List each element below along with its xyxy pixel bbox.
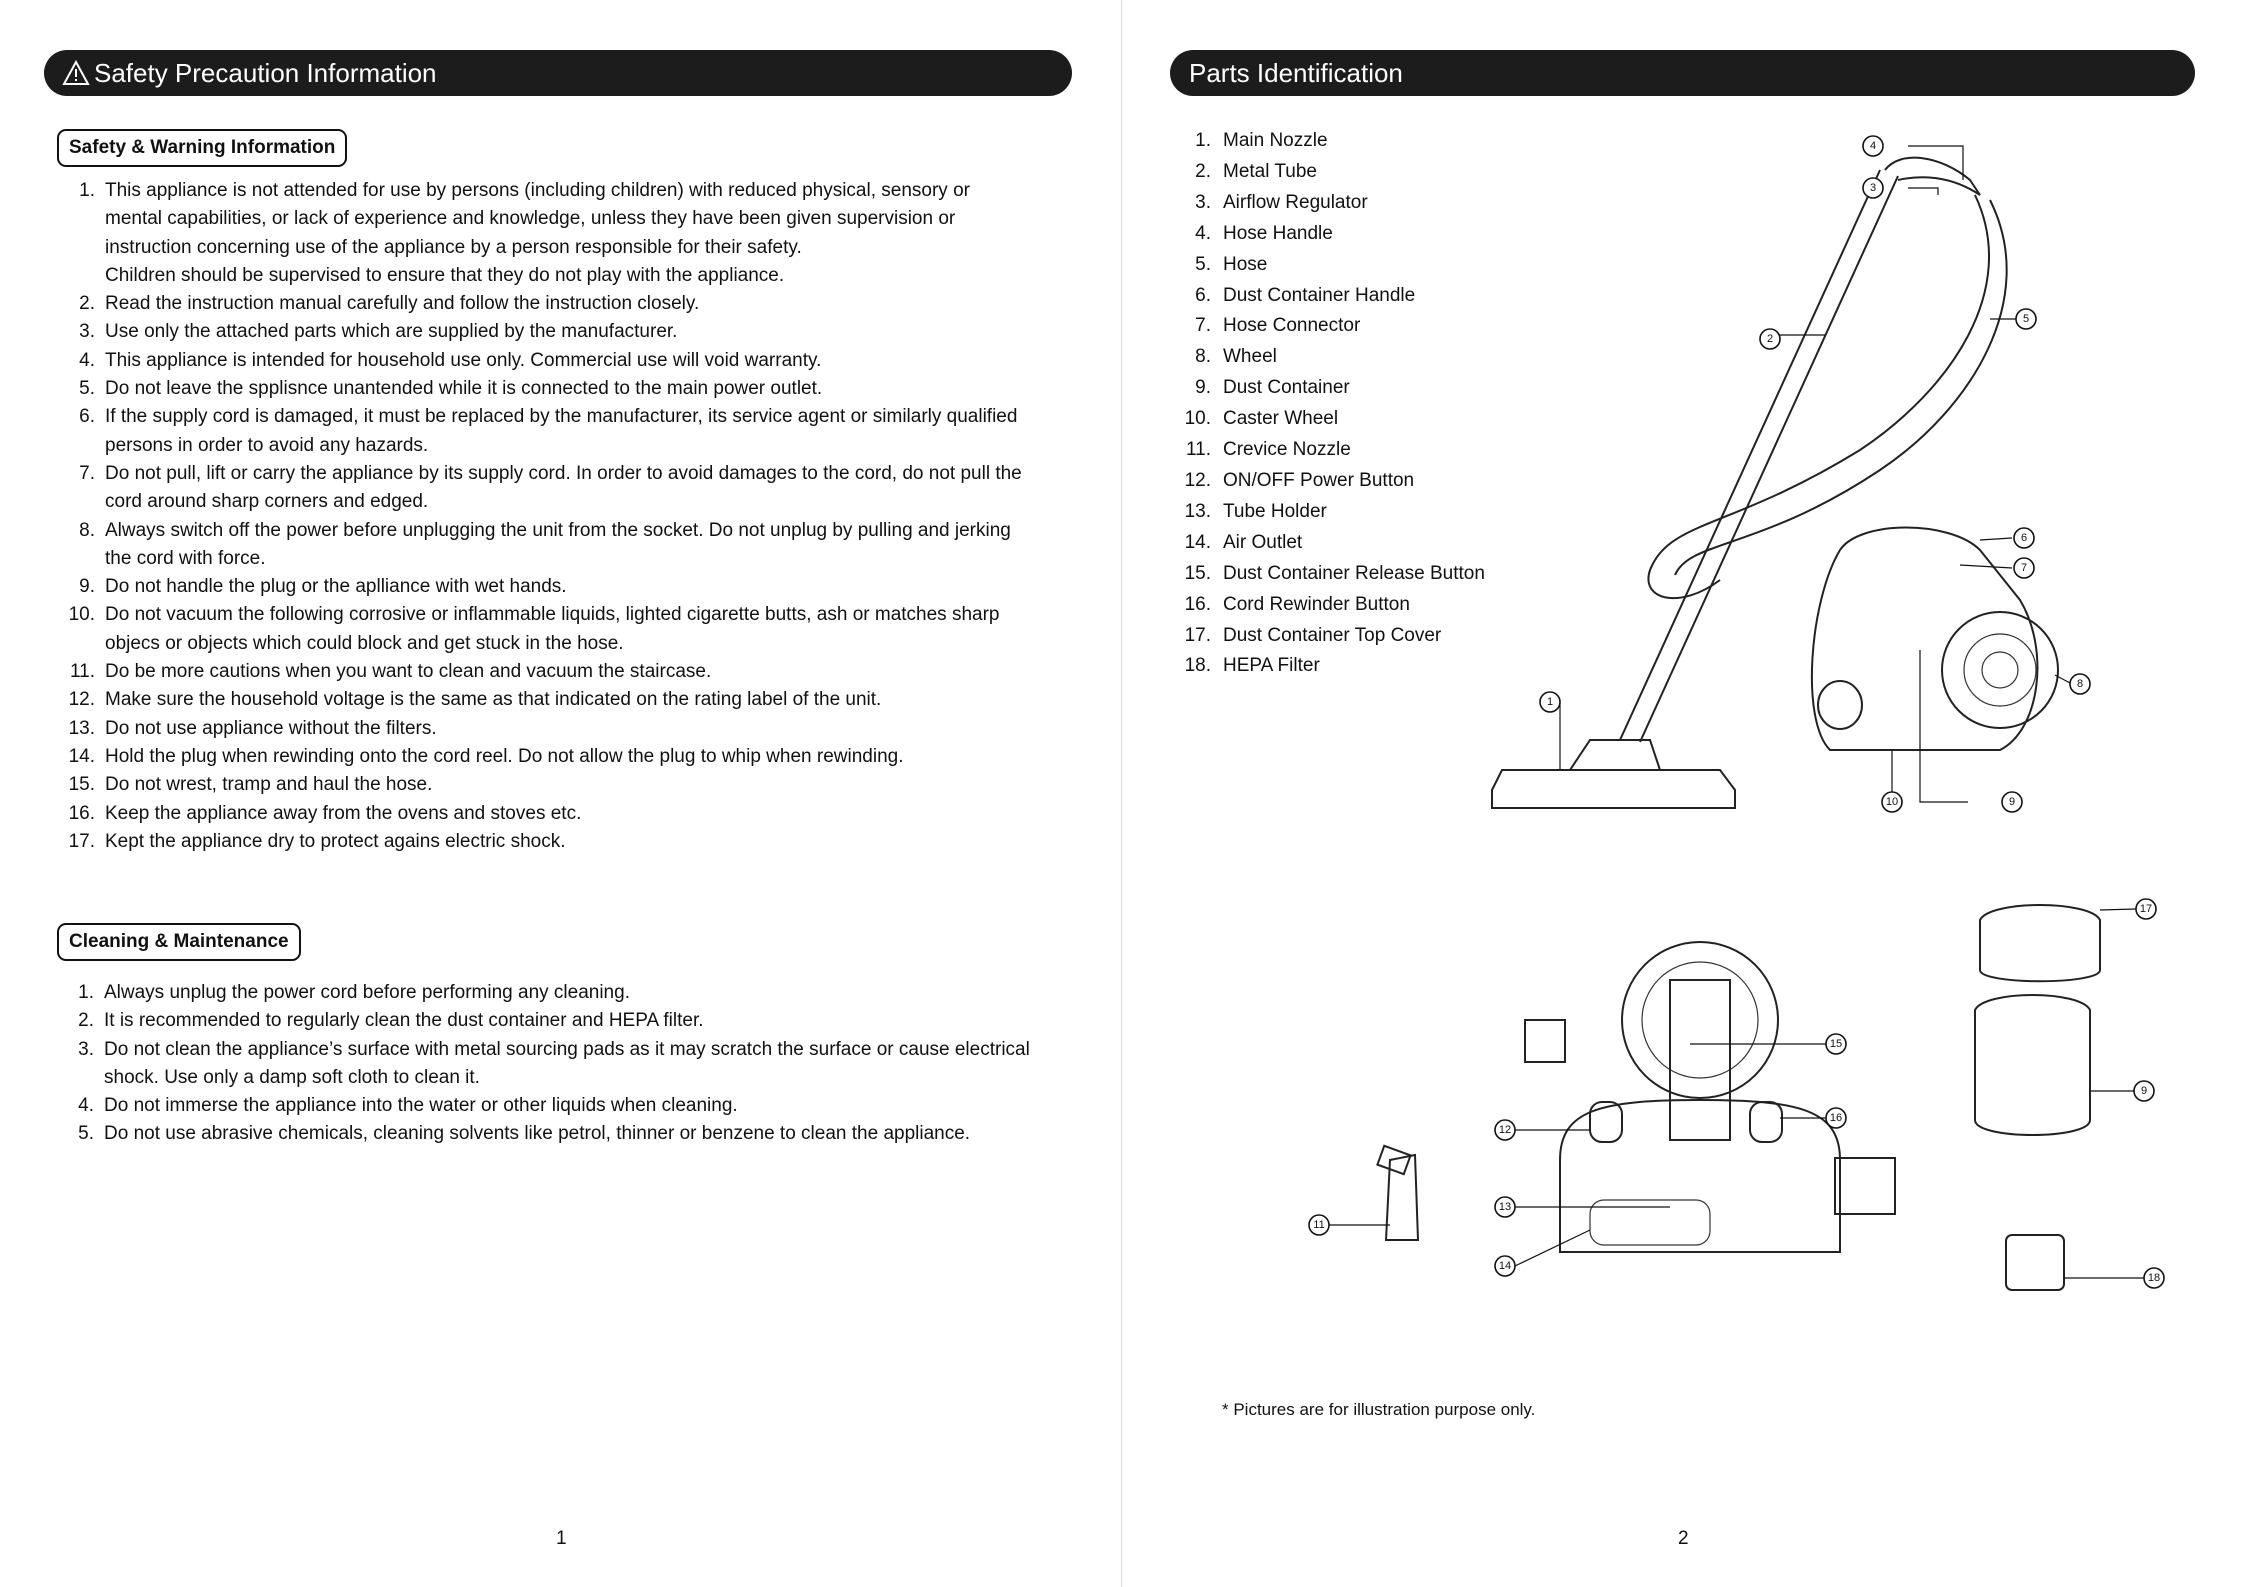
- list-item: [56, 1007, 1086, 1035]
- item-number: 16.: [68, 802, 95, 824]
- safety-precaution-banner: [44, 50, 1072, 96]
- wheel-shape: [1942, 612, 2058, 728]
- item-line: Always switch off the power before unplugging the unit from the socket. Do not unplug by pulling and jerking: [105, 519, 1011, 541]
- body-shape: [1812, 528, 2038, 751]
- item-line: Do not leave the spplisnce unantended while it is connected to the main power outlet.: [105, 378, 823, 400]
- list-item: [57, 517, 1087, 574]
- hose-handle-shape: [1885, 158, 1980, 195]
- callout-18: [2144, 1268, 2164, 1288]
- svg-text:9: 9: [2008, 796, 2016, 808]
- part-name: Wheel: [1223, 346, 1277, 368]
- item-number: 18.: [1184, 655, 1211, 677]
- part-name: Dust Container: [1223, 377, 1350, 399]
- page-number: 1: [556, 1528, 567, 1549]
- item-number: 9.: [79, 576, 95, 598]
- item-text: [105, 403, 1087, 460]
- svg-text:9: 9: [2140, 1085, 2148, 1097]
- svg-text:17: 17: [2139, 903, 2153, 915]
- item-text: [105, 658, 1087, 686]
- item-text: [105, 460, 1087, 517]
- list-item: [57, 601, 1087, 658]
- svg-text:13: 13: [1498, 1201, 1512, 1213]
- item-line: Read the instruction manual carefully and follow the instruction closely.: [105, 293, 700, 315]
- item-line: objecs or objects which could block and get stuck in the hose.: [105, 632, 624, 654]
- tube-holder-shape: [1670, 980, 1730, 1140]
- list-item: [57, 658, 1087, 686]
- callout-9b: [2134, 1081, 2154, 1101]
- crevice-nozzle-shape: [1386, 1155, 1418, 1240]
- svg-text:7: 7: [2020, 562, 2028, 574]
- list-item: [56, 979, 1086, 1007]
- svg-text:8: 8: [2076, 678, 2084, 690]
- top-cover-shape: [1980, 905, 2100, 981]
- item-line: This appliance is not attended for use by persons (including children) with reduced physical, sensory or: [105, 180, 970, 201]
- list-item: [57, 460, 1087, 517]
- item-text: [105, 686, 1087, 714]
- part-name: Hose Handle: [1223, 222, 1333, 244]
- wheel-inner: [1964, 634, 2036, 706]
- item-text: [105, 290, 1087, 318]
- svg-text:11: 11: [1313, 1219, 1325, 1231]
- item-number: 1.: [79, 180, 95, 201]
- item-number: 11.: [69, 661, 95, 683]
- item-number: 16.: [1184, 593, 1211, 615]
- item-line: Do not wrest, tramp and haul the hose.: [105, 774, 433, 796]
- item-number: 10.: [1184, 408, 1211, 430]
- item-line: Do not vacuum the following corrosive or inflammable liquids, lighted cigarette butts, ash or matches sharp: [105, 604, 1000, 626]
- item-line: Do not pull, lift or carry the appliance by its supply cord. In order to avoid damages to the cord, do not pull the: [105, 462, 1022, 484]
- part-name: HEPA Filter: [1223, 655, 1320, 677]
- item-line: mental capabilities, or lack of experience and knowledge, unless they have been given supervision or: [105, 208, 956, 230]
- nozzle-neck-shape: [1570, 740, 1660, 770]
- item-line: instruction concerning use of the appliance by a person responsible for their safety.: [105, 236, 802, 258]
- list-item: [57, 347, 1087, 375]
- svg-text:12: 12: [1498, 1124, 1512, 1136]
- list-item: [57, 177, 1087, 290]
- part-name: Airflow Regulator: [1223, 191, 1368, 213]
- callout-10: [1882, 792, 1902, 812]
- list-item: [57, 800, 1087, 828]
- item-number: 15.: [1184, 562, 1211, 584]
- list-item: [57, 715, 1087, 743]
- callout-15: [1826, 1034, 1846, 1054]
- item-number: 7.: [79, 462, 95, 484]
- item-number: 8.: [79, 519, 95, 541]
- item-number: 14.: [68, 745, 95, 767]
- callout-5: [2016, 309, 2036, 329]
- item-number: 2.: [78, 1010, 94, 1032]
- svg-text:4: 4: [1869, 140, 1877, 152]
- left-page: [0, 0, 1122, 1587]
- item-text: [105, 573, 1087, 601]
- item-text: [104, 1092, 1086, 1120]
- warning-triangle-icon: [62, 60, 90, 86]
- illustration-footnote: * Pictures are for illustration purpose only.: [1222, 1400, 1536, 1419]
- item-number: 4.: [79, 349, 95, 371]
- cleaning-list: [56, 979, 1086, 1149]
- item-text: [104, 1007, 1086, 1035]
- item-line: Make sure the household voltage is the same as that indicated on the rating label of the unit.: [105, 689, 882, 711]
- item-number: 5.: [79, 378, 95, 400]
- item-text: [105, 601, 1087, 658]
- item-line: Do not immerse the appliance into the water or other liquids when cleaning.: [104, 1095, 738, 1117]
- callout-7: [2014, 558, 2034, 578]
- callout-16: [1826, 1108, 1846, 1128]
- hose-shape: [1648, 195, 1989, 598]
- item-text: [105, 517, 1087, 574]
- item-text: [105, 318, 1087, 346]
- callout-8: [2070, 674, 2090, 694]
- list-item: [56, 1120, 1086, 1148]
- item-number: 5.: [1195, 253, 1211, 275]
- rewind-icon-box: [1835, 1158, 1895, 1214]
- item-number: 9.: [1195, 377, 1211, 399]
- item-number: 2.: [79, 293, 95, 315]
- item-line: shock. Use only a damp soft cloth to clean it.: [104, 1066, 480, 1088]
- list-item: [57, 375, 1087, 403]
- safety-warning-heading: Safety & Warning Information: [57, 129, 347, 167]
- list-item: [57, 318, 1087, 346]
- part-name: Air Outlet: [1223, 531, 1303, 553]
- main-nozzle-shape: [1492, 770, 1735, 808]
- safety-list: [57, 177, 1087, 856]
- metal-tube-edge: [1640, 176, 1898, 742]
- callouts-lower: [1309, 899, 2164, 1288]
- item-number: 5.: [78, 1123, 94, 1145]
- item-number: 2.: [1195, 160, 1211, 182]
- item-line: Do be more cautions when you want to clean and vacuum the staircase.: [105, 661, 712, 683]
- item-line: cord around sharp corners and edged.: [105, 491, 429, 513]
- list-item: [57, 743, 1087, 771]
- svg-text:14: 14: [1498, 1260, 1512, 1272]
- list-item: [57, 403, 1087, 460]
- svg-text:16: 16: [1829, 1112, 1843, 1124]
- item-number: 11.: [1185, 439, 1211, 461]
- svg-text:10: 10: [1885, 796, 1899, 808]
- item-number: 13.: [1184, 500, 1211, 522]
- part-name: Crevice Nozzle: [1223, 439, 1351, 461]
- item-line: This appliance is intended for household use only. Commercial use will void warranty.: [105, 349, 822, 371]
- callout-14: [1495, 1256, 1515, 1276]
- list-item: [56, 1036, 1086, 1093]
- item-number: 4.: [78, 1095, 94, 1117]
- part-name: ON/OFF Power Button: [1223, 469, 1415, 491]
- svg-text:1: 1: [1546, 696, 1554, 708]
- callout-12: [1495, 1120, 1515, 1140]
- callout-17: [2136, 899, 2156, 919]
- item-line: Use only the attached parts which are supplied by the manufacturer.: [105, 321, 678, 343]
- safety-banner-title: Safety Precaution Information: [94, 57, 437, 88]
- rewind-button-shape: [1750, 1102, 1782, 1142]
- item-line: Kept the appliance dry to protect agains electric shock.: [105, 830, 566, 852]
- power-icon-box: [1525, 1020, 1565, 1062]
- callout-6: [2014, 528, 2034, 548]
- item-number: 3.: [78, 1038, 94, 1060]
- body-top-shape: [1560, 1100, 1843, 1252]
- item-text: [105, 743, 1087, 771]
- callout-3: [1863, 178, 1883, 198]
- item-line: Keep the appliance away from the ovens and stoves etc.: [105, 802, 582, 824]
- callout-2: [1760, 329, 1780, 349]
- part-name: Dust Container Handle: [1223, 284, 1416, 306]
- item-number: 15.: [68, 774, 95, 796]
- item-number: 7.: [1195, 315, 1211, 337]
- item-number: 14.: [1184, 531, 1211, 553]
- item-text: [104, 979, 1086, 1007]
- item-number: 3.: [1195, 191, 1211, 213]
- callout-9: [2002, 792, 2022, 812]
- item-text: [105, 177, 1087, 290]
- part-name: Caster Wheel: [1223, 408, 1339, 430]
- part-name: Main Nozzle: [1223, 130, 1328, 151]
- item-text: [105, 800, 1087, 828]
- svg-text:2: 2: [1766, 333, 1774, 345]
- container-top-view: [1622, 942, 1778, 1098]
- item-text: [104, 1120, 1086, 1148]
- part-name: Dust Container Release Button: [1223, 562, 1485, 584]
- callout-1: [1540, 692, 1560, 712]
- item-number: 12.: [68, 689, 95, 711]
- item-number: 1.: [1195, 130, 1211, 151]
- part-name: Dust Container Top Cover: [1223, 624, 1442, 646]
- item-line: It is recommended to regularly clean the dust container and HEPA filter.: [104, 1010, 704, 1032]
- callout-11: [1309, 1215, 1329, 1235]
- item-line: Do not clean the appliance’s surface with metal sourcing pads as it may scratch the surface or cause electrical: [104, 1038, 1030, 1060]
- item-line: persons in order to avoid any hazards.: [105, 434, 429, 456]
- item-number: 12.: [1184, 469, 1211, 491]
- item-line: the cord with force.: [105, 547, 266, 569]
- wheel-hub: [1982, 652, 2018, 688]
- svg-text:5: 5: [2022, 313, 2030, 325]
- parts-identification-banner: [1170, 50, 2195, 96]
- list-item: [57, 573, 1087, 601]
- item-number: 4.: [1195, 222, 1211, 244]
- item-text: [105, 375, 1087, 403]
- part-name: Cord Rewinder Button: [1223, 593, 1410, 615]
- part-name: Metal Tube: [1223, 160, 1317, 182]
- list-item: [57, 290, 1087, 318]
- part-name: Hose: [1223, 253, 1268, 275]
- item-number: 6.: [79, 406, 95, 428]
- item-line: Children should be supervised to ensure that they do not play with the appliance.: [105, 264, 785, 286]
- cleaning-maintenance-heading: Cleaning & Maintenance: [57, 923, 301, 961]
- item-number: 1.: [78, 982, 94, 1003]
- svg-text:3: 3: [1869, 182, 1877, 194]
- item-number: 17.: [1184, 624, 1211, 646]
- item-text: [105, 347, 1087, 375]
- item-text: [105, 828, 1087, 856]
- parts-banner-title: Parts Identification: [1189, 57, 1403, 88]
- callout-13: [1495, 1197, 1515, 1217]
- item-text: [105, 771, 1087, 799]
- hepa-filter-shape: [2006, 1235, 2064, 1290]
- item-number: 6.: [1195, 284, 1211, 306]
- callout-4: [1863, 136, 1883, 156]
- svg-text:6: 6: [2020, 532, 2028, 544]
- item-line: If the supply cord is damaged, it must be replaced by the manufacturer, its service agent or similarly qualified: [105, 406, 1018, 428]
- vacuum-cleaner-drawing: [1480, 130, 2120, 830]
- list-item: [57, 686, 1087, 714]
- svg-text:15: 15: [1829, 1038, 1843, 1050]
- list-item: [56, 1092, 1086, 1120]
- item-line: Do not use abrasive chemicals, cleaning solvents like petrol, thinner or benzene to clean the appliance.: [104, 1123, 971, 1145]
- item-number: 17.: [68, 830, 95, 852]
- item-text: [105, 715, 1087, 743]
- page-number: 2: [1678, 1528, 1689, 1549]
- item-number: 8.: [1195, 346, 1211, 368]
- item-number: 3.: [79, 321, 95, 343]
- item-number: 10.: [68, 604, 95, 626]
- parts-detail-drawing: [1300, 870, 2180, 1330]
- item-number: 13.: [68, 717, 95, 739]
- metal-tube-shape: [1620, 170, 1880, 740]
- list-item: [57, 828, 1087, 856]
- caster-shape: [1818, 681, 1862, 729]
- item-line: Always unplug the power cord before performing any cleaning.: [104, 982, 630, 1003]
- item-text: [104, 1036, 1086, 1093]
- list-item: [57, 771, 1087, 799]
- part-name: Tube Holder: [1223, 500, 1327, 522]
- item-line: Do not handle the plug or the aplliance with wet hands.: [105, 576, 567, 598]
- item-line: Do not use appliance without the filters.: [105, 717, 437, 739]
- item-line: Hold the plug when rewinding onto the cord reel. Do not allow the plug to whip when rewinding.: [105, 745, 904, 767]
- svg-text:18: 18: [2147, 1272, 2161, 1284]
- part-name: Hose Connector: [1223, 315, 1361, 337]
- dust-container-shape: [1975, 995, 2090, 1135]
